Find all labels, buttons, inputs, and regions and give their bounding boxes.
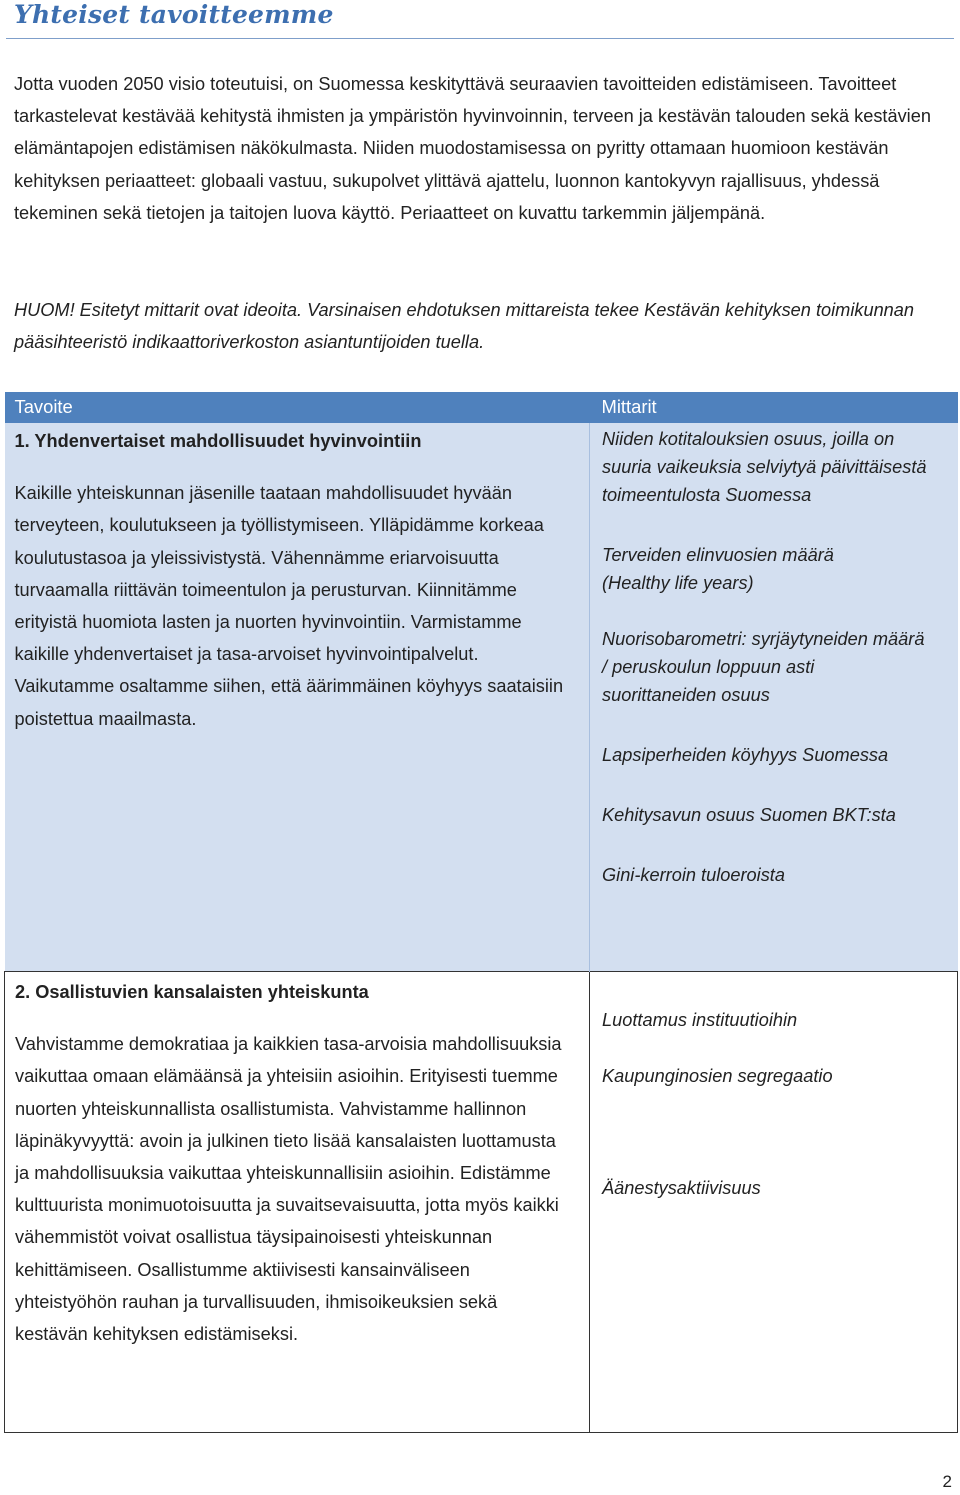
goal-title: 2. Osallistuvien kansalaisten yhteiskunta <box>15 982 369 1002</box>
metric-item: Kaupunginosien segregaatio <box>602 1066 833 1086</box>
goal-description: Vahvistamme demokratiaa ja kaikkien tasa-arvoisia mahdollisuuksia vaikuttaa omaan elämäänsä ja yhteisiin asioihin. Erityisesti tuemme nuorten yhteiskunnallista osallistumista. Vahvistamme hallinnon läpinäkyvyyttä: avoin ja julkinen tieto lisää kansalaisten luottamusta ja mahdollisuuksia vaikuttaa yhteiskunnallisiin asioihin. Edistämme kulttuurista monimuotoisuutta ja suvaitsevaisuutta, jotta myös kaikki vähemmistöt voivat osallistua täysipainoisesti yhteiskunnan kehittämiseen. Osallistumme aktiivisesti kansainväliseen yhteistyöhön rauhan ja turvallisuuden, ihmisoikeuksien sekä kestävän kehityksen edistämiseksi. <box>15 1034 562 1345</box>
note-paragraph: HUOM! Esitetyt mittarit ovat ideoita. Varsinaisen ehdotuksen mittareista tekee Kestävän kehityksen toimikunnan pääsihteeristö indikaattoriverkoston asiantuntijoiden tuella. <box>14 300 915 353</box>
metric-item: Äänestysaktiivisuus <box>602 1178 761 1198</box>
intro-text-part-1: Jotta vuoden 2050 visio toteutuisi, on Suomessa keskityttävä seuraavien tavoitteiden edistämiseen. Tavoitteet tarkastelevat kestävää kehitystä ihmisten ja ympäristön hyvinvoinnin, terveen ja kestävän talouden sekä kestävien elämäntapojen edistämisen näkökulmasta. <box>14 74 931 159</box>
intro-text-part-2: Niiden muodostamisessa on pyritty ottamaan huomioon kestävän kehityksen periaatteet: globaali vastuu, sukupolvet ylittävä ajattelu, luonnon kantokyvyn rajallisuus, yhdessä tekeminen sekä tietojen ja taitojen luova käyttö. Periaatteet on kuvattu tarkemmin jäljempänä. <box>14 138 889 223</box>
intro-paragraph <box>14 68 952 229</box>
metric-item: Lapsiperheiden köyhyys Suomessa <box>602 745 889 765</box>
goal-cell <box>5 423 590 972</box>
metric-item: Gini-kerroin tuloeroista <box>602 865 785 885</box>
header-goal-label: Tavoite <box>14 396 73 417</box>
metric-item: Luottamus instituutioihin <box>602 1010 798 1030</box>
goals-table <box>4 392 958 1433</box>
table-header-row <box>5 392 958 423</box>
metric-item: Niiden kotitalouksien osuus, joilla on suuria vaikeuksia selviytyä päivittäisestä toimeentulosta Suomessa <box>602 429 927 505</box>
header-goal <box>5 392 590 423</box>
table-row <box>5 972 958 1433</box>
metrics-cell <box>590 423 958 972</box>
table-row <box>5 423 958 972</box>
title-underline <box>6 38 954 39</box>
header-metrics-label: Mittarit <box>601 396 657 417</box>
goal-description: Kaikille yhteiskunnan jäsenille taataan mahdollisuudet hyvään terveyteen, koulutukseen ja työllistymiseen. Ylläpidämme korkeaa koulutustasoa ja yleissivistystä. Vähennämme eriarvoisuutta turvaamalla riittävän toimeentulon ja perusturvan. Kiinnitämme erityistä huomiota lasten ja nuorten hyvinvointiin. Varmistamme kaikille yhdenvertaiset ja tasa-arvoiset hyvinvointipalvelut. Vaikutamme osaltamme siihen, että äärimmäinen köyhyys saataisiin poistettua maailmasta. <box>14 483 564 729</box>
goal-title: 1. Yhdenvertaiset mahdollisuudet hyvinvointiin <box>14 431 422 451</box>
metrics-cell <box>590 972 958 1433</box>
page-title: Yhteiset tavoitteemme <box>14 0 334 29</box>
goal-cell <box>5 972 590 1433</box>
page-number: 2 <box>942 1472 952 1491</box>
header-metrics <box>590 392 958 423</box>
metric-item: Kehitysavun osuus Suomen BKT:sta <box>602 805 896 825</box>
metric-item: Terveiden elinvuosien määrä (Healthy life years) <box>602 545 834 593</box>
metric-item: Nuorisobarometri: syrjäytyneiden määrä / peruskoulun loppuun asti suorittaneiden osuus <box>602 629 925 705</box>
